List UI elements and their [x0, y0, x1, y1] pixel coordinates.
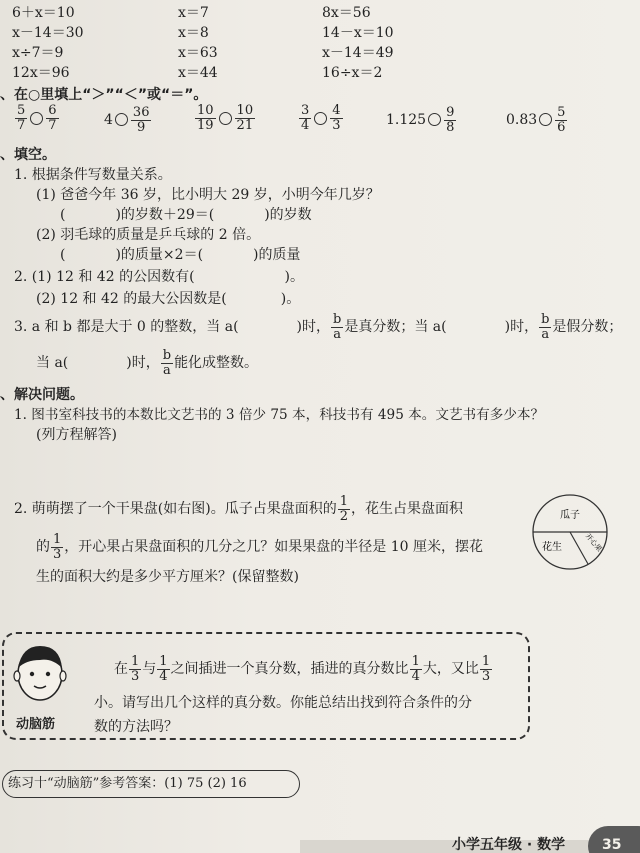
fill-heading: 、填空。 — [0, 147, 56, 163]
fraction: $\frac{b}{a}$ — [333, 311, 342, 342]
fraction: $\frac{36}{9}$ — [132, 104, 150, 135]
fraction: $\frac{5}{6}$ — [557, 104, 566, 135]
compare-item-1 — [14, 104, 60, 133]
answer-text: 练习十“动脑筋”参考答案：(1) 75 (2) 16 — [8, 776, 247, 791]
fraction: $\frac{10}{19}$ — [197, 103, 214, 133]
brain-teaser-box — [2, 632, 530, 740]
boy-cartoon-icon — [12, 640, 70, 710]
brain-teaser-title: 动脑筋 — [16, 717, 56, 732]
pie-label-right: 开心果 — [583, 532, 604, 554]
compare-item-2: 4 $\frac{36}{9}$ — [104, 104, 150, 135]
equation-3-2: x＝63 — [178, 45, 218, 61]
problem-2-line1: 2. 萌萌摆了一个干果盘(如右图)。瓜子占果盘面积的 $\frac{1}{2}$ ，花生占果盘面积 — [14, 493, 464, 524]
fraction: $\frac{b}{a}$ — [162, 347, 172, 378]
brain-line1: 在 $\frac{1}{3}$ 与 $\frac{1}{4}$ 之间插进一个真分数，插进的真分数比 $\frac{1}{4}$ 大，又比 $\frac{1}{3}$ — [114, 653, 491, 684]
equation-2-2: x＝8 — [178, 25, 209, 41]
page-number: 35 — [602, 837, 622, 853]
equation-4-1: 12x＝96 — [12, 65, 70, 81]
fraction: $\frac{1}{4}$ — [159, 653, 168, 684]
compare-circle-blank[interactable] — [219, 112, 232, 125]
equation-1-3: 8x＝56 — [322, 5, 371, 21]
solve-heading: 、解决问题。 — [0, 387, 84, 403]
compare-circle-blank[interactable] — [539, 113, 552, 126]
compare-item-5: 1.125 $\frac{9}{8}$ — [386, 104, 455, 135]
fill-q3-line1: 3. a 和 b 都是大于 0 的整数，当 a( )时， $\frac{b}{a}$ 是真分数；当 a( )时， $\frac{b}{a}$ 是假分数； — [14, 311, 623, 342]
fraction: $\frac{3}{4}$ — [301, 103, 310, 133]
fill-q3-line2: 当 a( )时， $\frac{b}{a}$ 能化成整数。 — [36, 347, 259, 378]
compare-circle-blank[interactable] — [314, 112, 327, 125]
equation-2-3: 14－x＝10 — [322, 25, 394, 41]
equation-2-1: x－14＝30 — [12, 25, 84, 41]
compare-heading: 、在○里填上“＞”“＜”或“＝”。 — [0, 87, 208, 103]
problem-1-line1: 1. 图书室科技书的本数比文艺书的 3 倍少 75 本，科技书有 495 本。文艺书有多少本？ — [14, 407, 545, 423]
problem-2-line2: 的 $\frac{1}{3}$ ，开心果占果盘面积的几分之几？如果果盘的半径是 10 厘米，摆花 — [36, 531, 483, 562]
fraction: $\frac{5}{7}$ — [17, 103, 26, 133]
equation-1-2: x＝7 — [178, 5, 209, 21]
fill-q2-1: 2. (1) 12 和 42 的公因数有( )。 — [14, 269, 304, 285]
compare-circle-blank[interactable] — [115, 113, 128, 126]
problem-1-line2: (列方程解答) — [36, 427, 117, 443]
fraction: $\frac{1}{4}$ — [411, 653, 420, 684]
fraction: $\frac{1}{3}$ — [53, 531, 62, 562]
fraction: $\frac{9}{8}$ — [446, 104, 455, 135]
fraction: $\frac{4}{3}$ — [332, 103, 341, 133]
fraction: $\frac{b}{a}$ — [541, 311, 550, 342]
fraction: $\frac{1}{2}$ — [339, 493, 349, 524]
problem-2-line3: 生的面积大约是多少平方厘米？(保留整数) — [36, 569, 299, 585]
fraction: $\frac{6}{7}$ — [48, 103, 57, 133]
brain-line3: 数的方法吗？ — [94, 719, 178, 735]
fill-q2-2: (2) 12 和 42 的最大公因数是( )。 — [36, 291, 301, 307]
compare-item-4 — [298, 104, 344, 133]
compare-circle-blank[interactable] — [30, 112, 43, 125]
equation-4-3: 16÷x＝2 — [322, 65, 383, 81]
brain-line2: 小。请写出几个这样的真分数。你能总结出找到符合条件的分 — [94, 695, 472, 711]
fraction: $\frac{1}{3}$ — [481, 653, 491, 684]
fill-q1-1-answer: ( )的岁数＋29＝( )的岁数 — [60, 207, 312, 223]
equation-3-1: x÷7＝9 — [12, 45, 64, 61]
fill-q1-2-answer: ( )的质量×2＝( )的质量 — [60, 247, 301, 263]
fraction: $\frac{10}{21}$ — [236, 103, 254, 133]
pie-label-top: 瓜子 — [560, 510, 580, 521]
pie-label-left: 花生 — [542, 542, 562, 553]
fill-q1-2: (2) 羽毛球的质量是乒乓球的 2 倍。 — [36, 227, 261, 243]
footer-grade: 小学五年级 · 数学 — [452, 837, 566, 853]
fill-q1: 1. 根据条件写数量关系。 — [14, 167, 172, 183]
compare-circle-blank[interactable] — [428, 113, 441, 126]
fill-q1-1: (1) 爸爸今年 36 岁，比小明大 29 岁，小明今年几岁？ — [36, 187, 380, 203]
fruit-plate-diagram — [530, 492, 610, 572]
compare-item-6: 0.83 $\frac{5}{6}$ — [506, 104, 566, 135]
equation-3-3: x－14＝49 — [322, 45, 394, 61]
equation-1-1: 6＋x＝10 — [12, 5, 75, 21]
equation-4-2: x＝44 — [178, 65, 218, 81]
fraction: $\frac{1}{3}$ — [131, 653, 140, 684]
compare-item-3 — [194, 104, 256, 133]
